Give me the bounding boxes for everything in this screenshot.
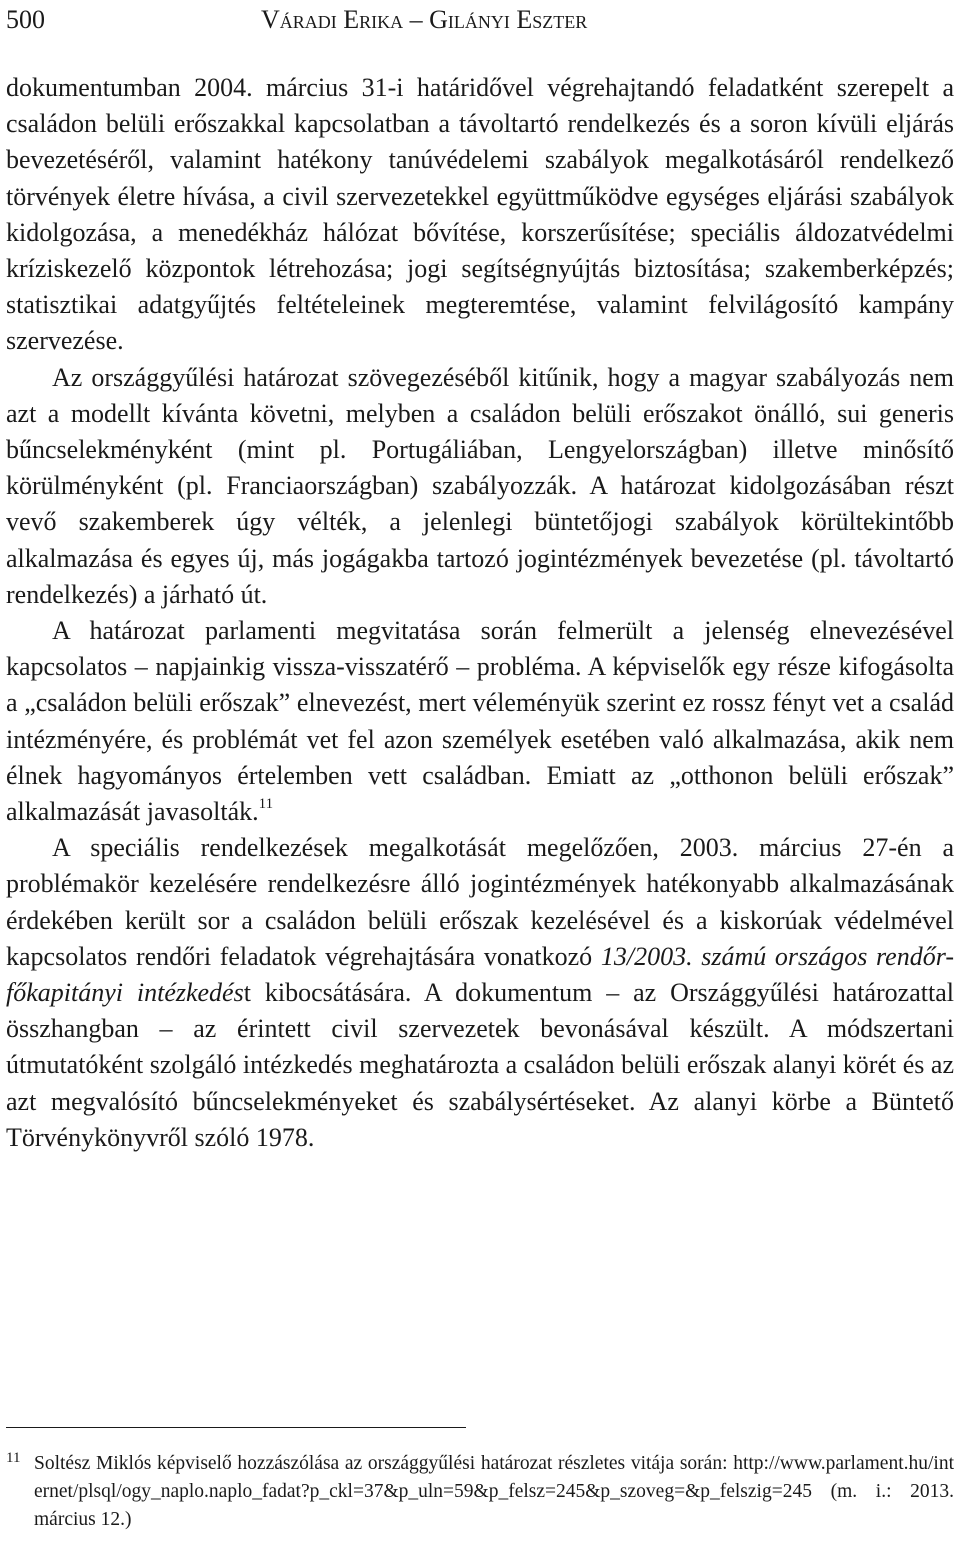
paragraph-regulation-model: Az országgyűlési határozat szövegezéséből kitűnik, hogy a magyar szabályozás nem azt a modellt kívánta követni, melyben a családon belüli erőszakot önálló, sui generis bűncselekményként (mint pl. Portugáliában, Lengyelországban) illetve minősítő körülményként (pl. Franciaországban) szabályozzák. A határozat kidolgozásában részt vevő szakemberek úgy vélték, a jelenlegi büntetőjogi szabályok körültekintőbb alkalmazása és egyes új, más jogágakba tartozó jogintézmények bevezetése (pl. távoltartó rendelkezés) a járható út. [6,362,954,609]
page-number: 500 [6,5,45,34]
paragraph-naming-debate [6,613,954,830]
footnote-reference[interactable]: 11 [258,796,274,813]
paragraph-continued: dokumentumban 2004. március 31-i határidővel végrehajtandó feladatként szerepelt a családon belüli erőszakkal kapcsolatban a távoltartó rendelkezés és a soron kívüli eljárás bevezetéséről, valamint hatékony tanúvédelemi szabályok megalkotásáról rendelkező törvények életre hívása, a civil szervezetekkel együttműködve egységes eljárási szabályok kidolgozása, a menedékház hálózat bővítése, korszerűsítése; speciális áldozatvédelmi kríziskezelő központok létrehozása; jogi segítségnyújtás biztosítása; szakemberképzés; statisztikai adatgyűjtés feltételeinek megteremtése, valamint felvilágosító kampány szervezése. [6,73,954,356]
main-text [6,70,954,1156]
directive-title: 13/2003. számú országos rendőr-főkapitányi intézkedés [6,941,954,1008]
footnote-text: Soltész Miklós képviselő hozzászólása az országgyűlési határozat részletes vitája során: [34,1453,734,1474]
footnote-url[interactable]: http://www.parlament.hu/internet/plsql/ogy_naplo.naplo_fadat?p_ckl=37&p_uln=59&p_felsz=245&p_szoveg=&p_felszig=245 [34,1453,954,1502]
paragraph-police-directive-after: t kibocsátására. A dokumentum – az Országgyűlési határozattal összhangban – az érintett civil szervezetek bevonásával készült. A módszertani útmutatóként szolgáló intézkedés meghatározta a családon belüli erőszak alanyi körét és az azt megvalósító bűncselekményeket és szabálysértéseket. Az alanyi körbe a Büntető Törvénykönyvről szóló 1978. [6,978,954,1152]
footnote-access-note: (m. i.: 2013. március 12.) [34,1481,954,1530]
footnote-number: 11 [6,1450,21,1466]
footnote-body [34,1450,954,1534]
footnote [6,1450,954,1534]
footnote-separator [6,1427,466,1428]
running-head: Váradi Erika – Gilányi Eszter [261,5,588,34]
paragraph-naming-debate-text: A határozat parlamenti megvitatása során felmerült a jelenség elnevezésével kapcsolatos – napjainkig vissza-visszatérő – probléma. A képviselők egy része kifogásolta a „családon belüli erőszak” elnevezést, mert véleményük szerint ez rossz fényt vet a család intézményére, és problémát vet fel azon személyek esetében való alkalmazása, akik nem élnek hagyományos értelemben vett családban. Emiatt az „otthonon belüli erőszak” alkalmazását javasolták. [6,616,954,827]
paragraph-police-directive [6,830,954,1156]
page-header [6,4,954,36]
paragraph-police-directive-before: A speciális rendelkezések megalkotását megelőzően, 2003. március 27-én a problémakör kezelésére rendelkezésre álló jogintézmények hatékonyabb alkalmazásának érdekében került sor a családon belüli erőszak kezelésével és a kiskorúak védelmével kapcsolatos rendőri feladatok végrehajtására vonatkozó [6,833,954,971]
